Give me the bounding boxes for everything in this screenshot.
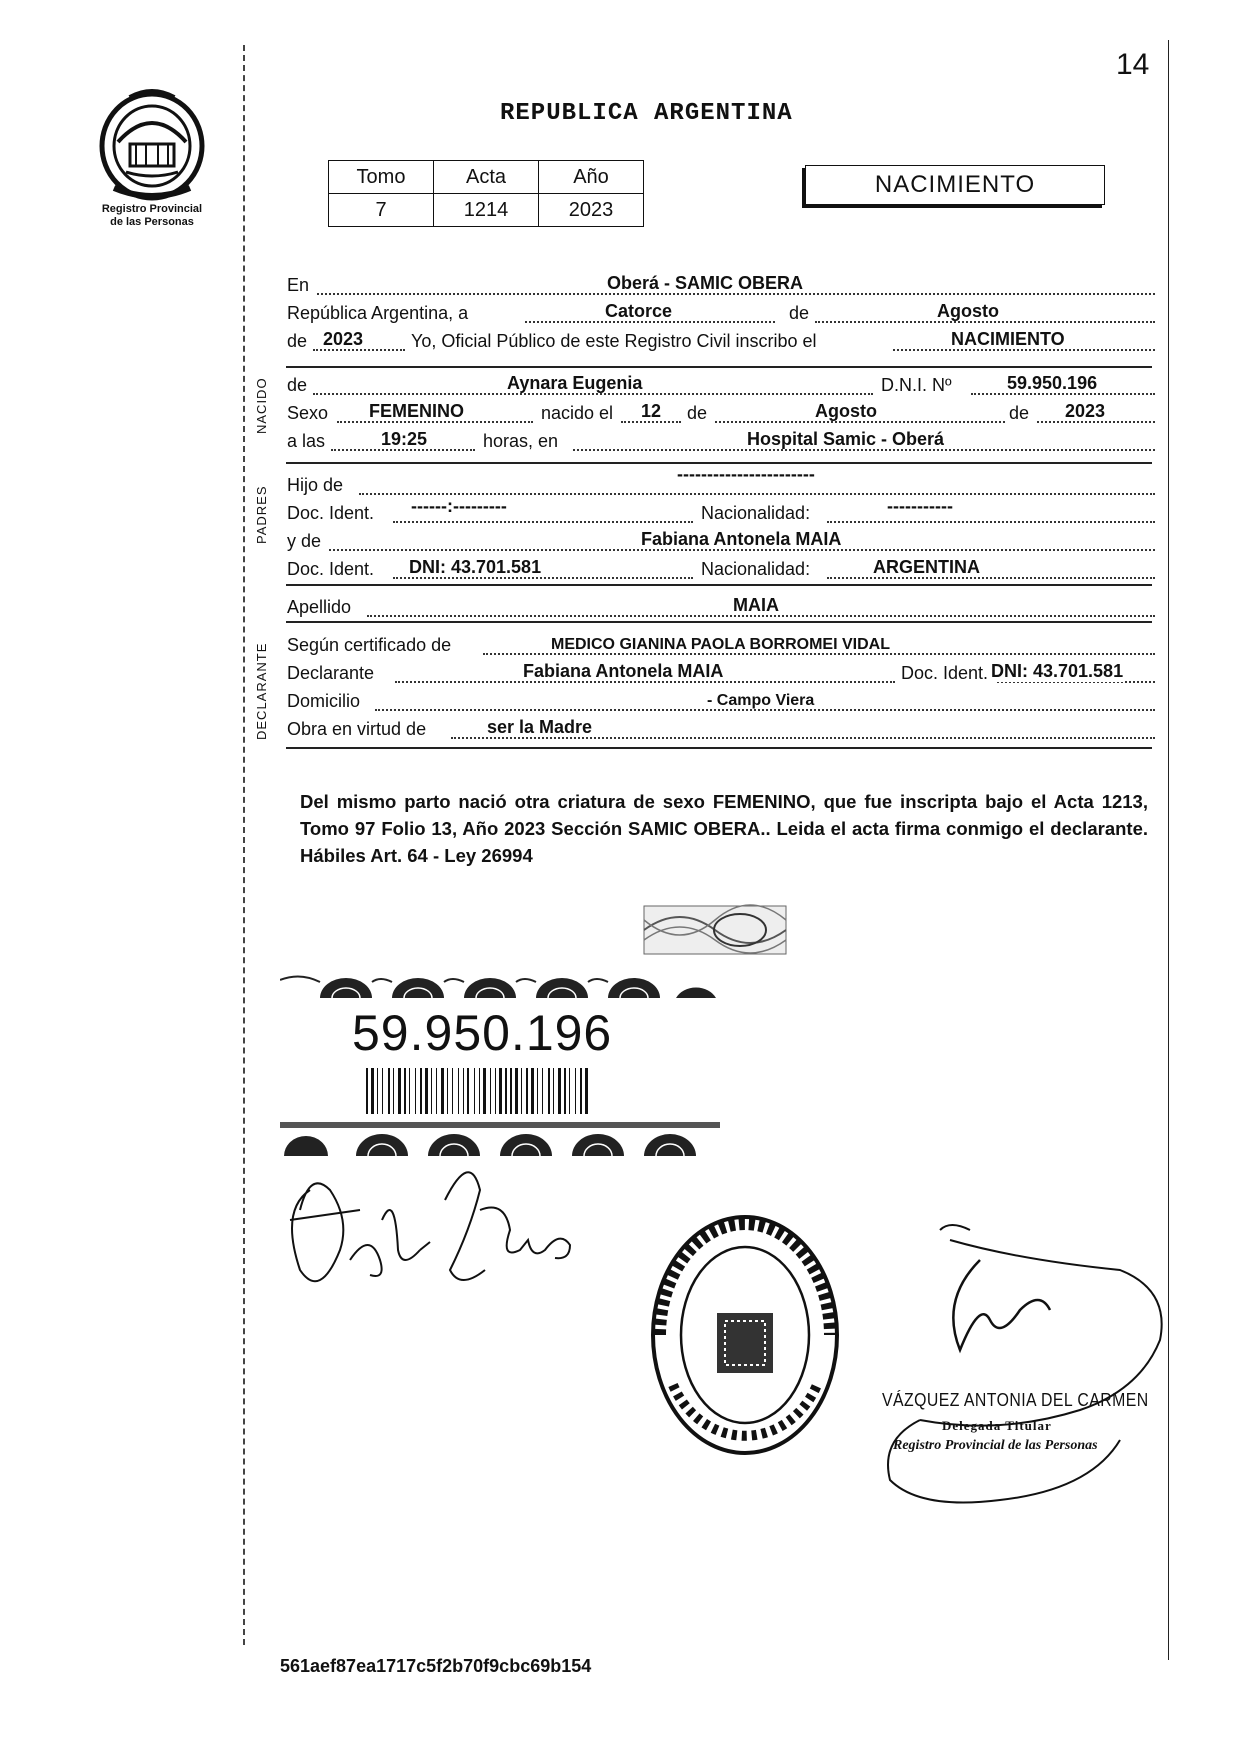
barcode-bar xyxy=(415,1068,416,1114)
label-declarante: Declarante xyxy=(287,663,375,683)
label-de-year: de xyxy=(287,331,308,351)
section-label-declarante: DECLARANTE xyxy=(254,642,269,740)
row-place xyxy=(287,272,1155,298)
barcode-bar xyxy=(479,1068,480,1114)
value-capacity: ser la Madre xyxy=(487,717,593,737)
registry-header-acta: Acta xyxy=(434,161,539,194)
row-date xyxy=(287,300,1155,326)
value-declarant-doc: DNI: 43.701.581 xyxy=(991,661,1124,681)
label-sexo: Sexo xyxy=(287,403,329,423)
barcode-bar xyxy=(505,1068,507,1114)
registry-value-anio: 2023 xyxy=(539,194,644,227)
value-father-doc: ------:--------- xyxy=(411,496,507,516)
row-name xyxy=(287,372,1155,398)
barcode-bar xyxy=(542,1068,543,1114)
barcode-bar xyxy=(510,1068,512,1114)
barcode-bar xyxy=(463,1068,464,1114)
value-father: ----------------------- xyxy=(677,464,815,484)
value-mother-nat: ARGENTINA xyxy=(873,557,980,577)
province-seal-logo xyxy=(96,84,208,204)
row-surname xyxy=(287,594,1155,620)
value-declarant: Fabiana Antonela MAIA xyxy=(523,661,724,681)
value-birth-year: 2023 xyxy=(1065,401,1106,421)
label-nacionalidad2: Nacionalidad: xyxy=(701,559,811,579)
barcode-bar xyxy=(404,1068,406,1114)
value-father-nat: ----------- xyxy=(887,496,953,516)
divider-nacido-top xyxy=(286,366,1152,368)
barcode-bar xyxy=(531,1068,534,1114)
row-certifier xyxy=(287,632,1155,658)
barcode-bar xyxy=(467,1068,469,1114)
label-de-name: de xyxy=(287,375,308,395)
row-year-act xyxy=(287,328,1155,354)
value-birthplace: Hospital Samic - Oberá xyxy=(747,429,945,449)
section-label-padres: PADRES xyxy=(254,485,269,544)
label-segun: Según certificado de xyxy=(287,635,452,655)
barcode-bar xyxy=(366,1068,368,1114)
registry-table xyxy=(328,160,644,227)
officer-name: VÁZQUEZ ANTONIA DEL CARMEN xyxy=(882,1390,1149,1410)
document-hash: 561aef87ea1717c5f2b70f9cbc69b154 xyxy=(280,1656,592,1676)
logo-caption xyxy=(82,203,222,229)
label-nacido-el: nacido el xyxy=(541,403,614,423)
barcode-bar xyxy=(515,1068,518,1114)
page-number: 14 xyxy=(1116,48,1150,81)
barcode-bar xyxy=(537,1068,538,1114)
registry-value-tomo: 7 xyxy=(329,194,434,227)
barcode-bar xyxy=(548,1068,550,1114)
row-capacity xyxy=(287,716,1155,742)
barcode-bar xyxy=(431,1068,432,1114)
label-doc-ident2: Doc. Ident. xyxy=(287,559,375,579)
barcode-bar xyxy=(483,1068,486,1114)
label-republica: República Argentina, a xyxy=(287,303,469,323)
logo-caption-line1: Registro Provincial xyxy=(101,203,203,215)
value-name: Aynara Eugenia xyxy=(507,373,643,393)
row-sex-birthdate xyxy=(287,400,1155,426)
logo-caption-line2: de las Personas xyxy=(110,216,194,228)
barcode-bar xyxy=(553,1068,554,1114)
barcode-bar xyxy=(575,1068,576,1114)
barcode-bar xyxy=(580,1068,582,1114)
label-horas-en: horas, en xyxy=(483,431,559,451)
security-watermark xyxy=(640,900,790,960)
value-year: 2023 xyxy=(323,329,364,349)
label-doc-ident3: Doc. Ident. xyxy=(901,663,989,683)
row-father xyxy=(287,464,1155,498)
barcode-bar xyxy=(495,1068,496,1114)
row-time-place xyxy=(287,428,1155,454)
value-certifier: MEDICO GIANINA PAOLA BORROMEI VIDAL xyxy=(551,636,890,653)
value-time: 19:25 xyxy=(381,429,428,449)
registry-header-anio: Año xyxy=(539,161,644,194)
value-mother-doc: DNI: 43.701.581 xyxy=(409,557,542,577)
barcode-bar xyxy=(564,1068,566,1114)
label-de-birth-year: de xyxy=(1009,403,1030,423)
barcode-bar xyxy=(458,1068,459,1114)
label-y-de: y de xyxy=(287,531,322,551)
barcode-bar xyxy=(436,1068,437,1114)
label-apellido: Apellido xyxy=(287,597,352,617)
value-sex: FEMENINO xyxy=(369,401,465,421)
barcode-bar xyxy=(420,1068,422,1114)
barcode-bar xyxy=(377,1068,378,1114)
id-sticker-number: 59.950.196 xyxy=(352,1005,613,1061)
divider-declarante-bottom xyxy=(286,747,1152,749)
value-day-words: Catorce xyxy=(605,301,673,321)
value-address: - Campo Viera xyxy=(707,692,815,709)
barcode-bar xyxy=(569,1068,570,1114)
barcode-bar xyxy=(382,1068,383,1114)
value-act: NACIMIENTO xyxy=(951,329,1065,349)
section-label-nacido: NACIDO xyxy=(254,377,269,434)
label-dni: D.N.I. Nº xyxy=(881,375,952,395)
officer-org: Registro Provincial de las Personas xyxy=(893,1438,1098,1453)
label-hijo-de: Hijo de xyxy=(287,475,344,495)
left-margin-dashed-line xyxy=(243,45,245,1645)
leader-dots xyxy=(827,521,1155,523)
officer-role: Delegada Titular xyxy=(942,1418,1052,1433)
act-type-box: NACIMIENTO xyxy=(805,165,1105,205)
value-dni: 59.950.196 xyxy=(1007,373,1098,393)
registry-value-acta: 1214 xyxy=(434,194,539,227)
row-mother-doc xyxy=(287,556,1155,582)
label-domicilio: Domicilio xyxy=(287,691,361,711)
barcode-bar xyxy=(388,1068,390,1114)
note-paragraph: Del mismo parto nació otra criatura de sexo FEMENINO, que fue inscripta bajo el Acta 1213, Tomo 97 Folio 13, Año 2023 Sección SAMIC OBERA.. Leida el acta firma conmigo el declarante. Hábiles Art. 64 - Ley 26994 xyxy=(300,791,1148,866)
value-birth-month: Agosto xyxy=(815,401,877,421)
barcode-bar xyxy=(558,1068,561,1114)
barcode-bar xyxy=(521,1068,522,1114)
barcode-bar xyxy=(526,1068,528,1114)
declarant-signature xyxy=(270,1150,630,1320)
barcode-bar xyxy=(393,1068,394,1114)
document-title: REPUBLICA ARGENTINA xyxy=(500,100,793,127)
barcode-bar xyxy=(409,1068,410,1114)
barcode-bar xyxy=(441,1068,444,1114)
label-a-las: a las xyxy=(287,431,326,451)
barcode-bar xyxy=(499,1068,502,1114)
label-obra: Obra en virtud de xyxy=(287,719,427,739)
row-address xyxy=(287,688,1155,714)
label-de-birth-month: de xyxy=(687,403,708,423)
officer-signature xyxy=(880,1200,1180,1510)
registry-header-tomo: Tomo xyxy=(329,161,434,194)
label-de-month: de xyxy=(789,303,810,323)
barcode-bar xyxy=(371,1068,374,1114)
divider-apellido-top xyxy=(286,584,1152,586)
barcode-bar xyxy=(425,1068,428,1114)
divider-declarante-top xyxy=(286,621,1152,623)
barcode-bar xyxy=(452,1068,453,1114)
label-doc-ident: Doc. Ident. xyxy=(287,503,375,523)
label-nacionalidad: Nacionalidad: xyxy=(701,503,811,523)
sticker-band-top xyxy=(280,968,720,1004)
value-birth-day: 12 xyxy=(641,401,662,421)
value-place: Oberá - SAMIC OBERA xyxy=(607,273,804,293)
value-surname: MAIA xyxy=(733,595,779,615)
value-month: Agosto xyxy=(937,301,999,321)
label-yo: Yo, Oficial Público de este Registro Civil inscribo el xyxy=(411,331,817,351)
row-father-doc xyxy=(287,496,1155,526)
barcode-bar xyxy=(585,1068,588,1114)
label-en: En xyxy=(287,275,310,295)
row-mother xyxy=(287,528,1155,554)
barcode-bar xyxy=(447,1068,448,1114)
registry-round-seal xyxy=(645,1205,845,1465)
barcode-bar xyxy=(474,1068,475,1114)
value-mother: Fabiana Antonela MAIA xyxy=(641,529,842,549)
barcode-bar xyxy=(398,1068,401,1114)
row-declarant xyxy=(287,660,1155,686)
barcode xyxy=(366,1068,592,1114)
barcode-bar xyxy=(490,1068,491,1114)
